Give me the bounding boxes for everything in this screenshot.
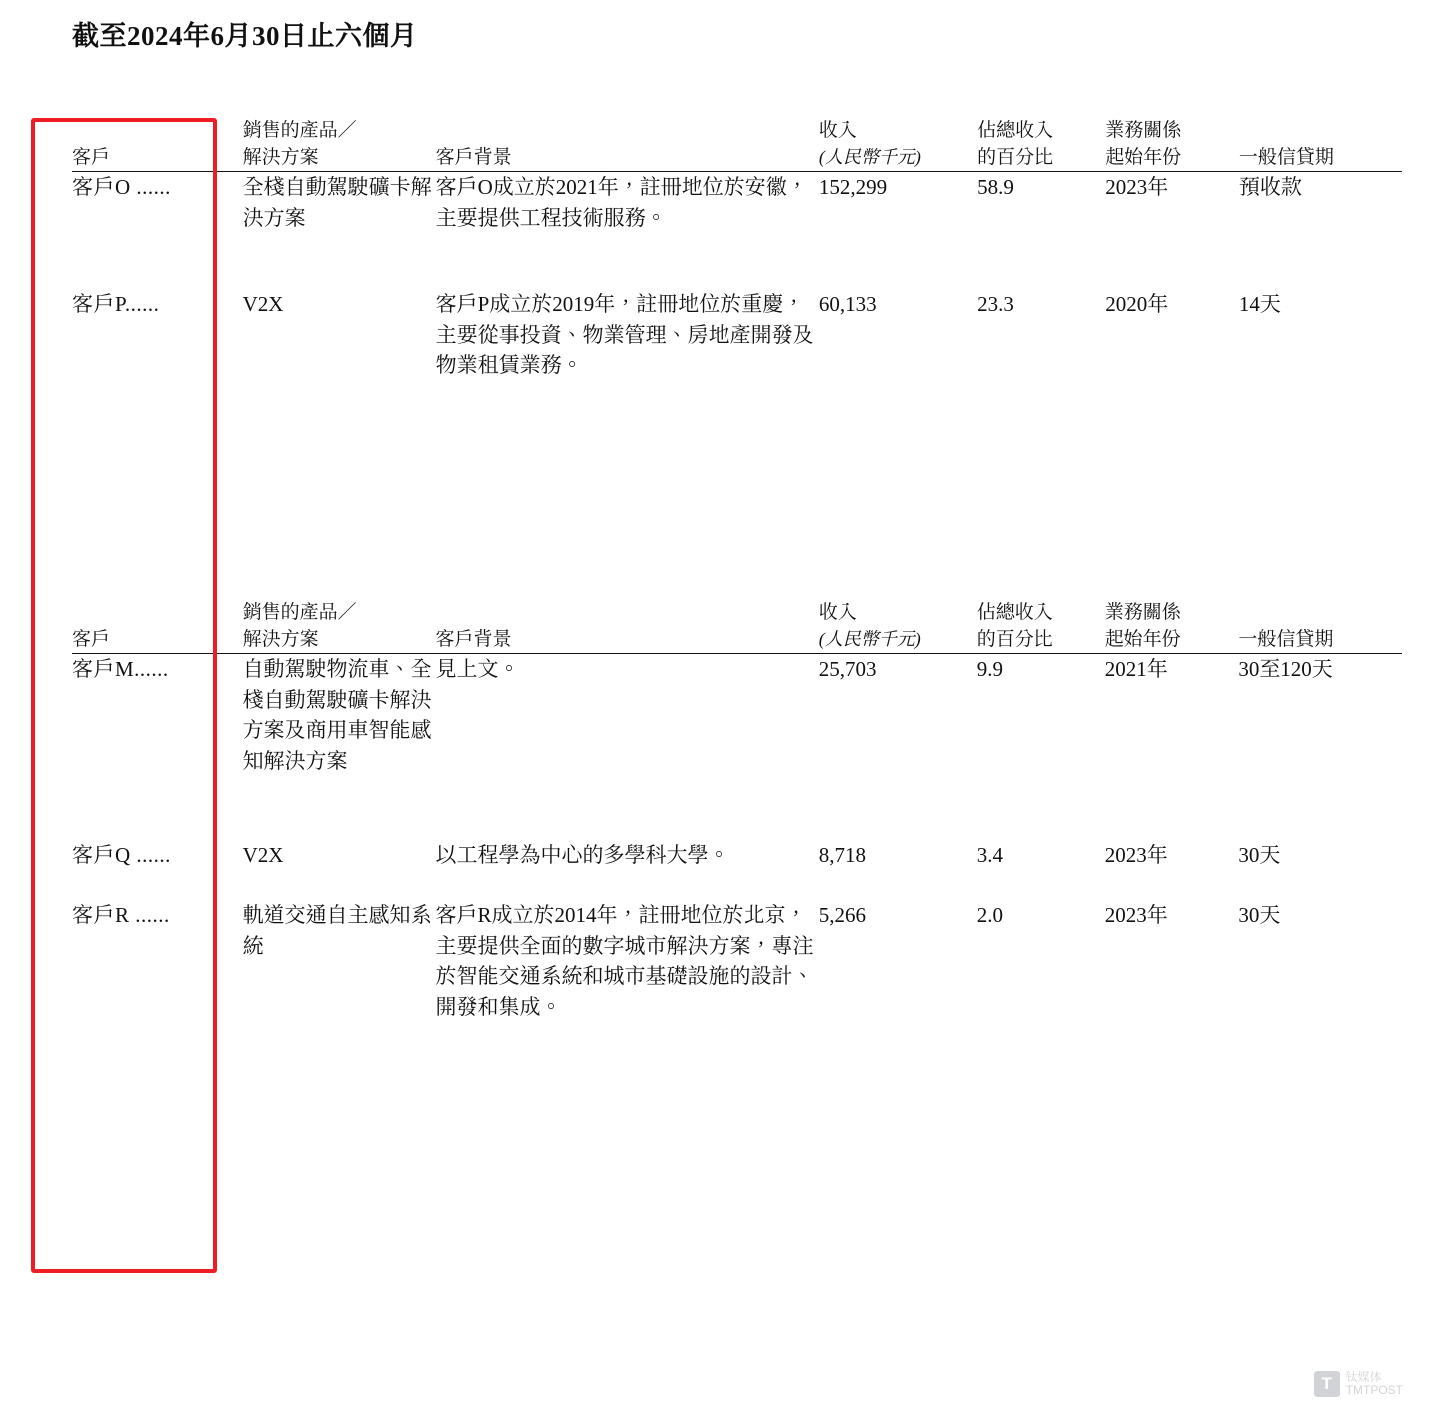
cell-credit-period: 14天 <box>1238 292 1281 317</box>
header-revenue-line1: 收入 <box>818 120 857 141</box>
row-spacer <box>72 776 1402 840</box>
cell-product: V2X <box>242 842 284 867</box>
cell-revenue: 5,266 <box>818 903 866 928</box>
header-relation-line1: 業務關係 <box>1104 602 1181 623</box>
cell-customer: 客戶R ...... <box>72 903 170 928</box>
cell-customer: 客戶O ...... <box>72 175 171 200</box>
table-header-bottom-row <box>72 145 1402 172</box>
row-spacer <box>72 870 1402 900</box>
header-credit: 一般信貸期 <box>1239 145 1402 172</box>
cell-background: 客戶R成立於2014年，註冊地位於北京，主要提供全面的數字城市解決方案，專注於智能交通系統和城市基礎設施的設計、開發和集成。 <box>435 903 814 1019</box>
header-product-line1: 銷售的產品／ <box>242 120 357 141</box>
table-header-bottom-row <box>72 627 1402 654</box>
cell-percentage: 9.9 <box>976 657 1003 682</box>
header-pct-line1: 佔總收入 <box>977 120 1054 141</box>
cell-percentage: 23.3 <box>977 292 1014 317</box>
cell-relation-year: 2023年 <box>1105 175 1169 200</box>
table-row <box>72 289 1402 380</box>
header-product-line1: 銷售的產品／ <box>242 602 357 623</box>
cell-percentage: 2.0 <box>976 903 1003 928</box>
header-credit-spacer <box>1238 600 1402 627</box>
cell-background: 客戶O成立於2021年，註冊地位於安徽，主要提供工程技術服務。 <box>435 175 808 230</box>
cell-credit-period: 預收款 <box>1238 175 1302 200</box>
header-pct-line2: 的百分比 <box>977 145 1105 172</box>
cell-product: V2X <box>242 292 284 317</box>
table-header-top-row <box>72 118 1402 145</box>
cell-product: 軌道交通自主感知系統 <box>242 903 432 958</box>
cell-revenue: 8,718 <box>818 842 866 867</box>
cell-customer: 客戶P...... <box>72 292 160 317</box>
cell-product: 自動駕駛物流車、全棧自動駕駛礦卡解決方案及商用車智能感知解決方案 <box>242 657 432 773</box>
header-background-spacer <box>436 118 819 145</box>
table-row <box>72 172 1402 233</box>
table-row <box>72 654 1402 776</box>
header-revenue-unit: (人民幣千元) <box>819 627 977 654</box>
table-row <box>72 840 1402 870</box>
cell-relation-year: 2021年 <box>1104 657 1168 682</box>
header-pct-line1: 佔總收入 <box>976 602 1053 623</box>
cell-credit-period: 30天 <box>1238 903 1281 928</box>
header-background: 客戶背景 <box>436 627 819 654</box>
header-product-line2: 解決方案 <box>243 145 436 172</box>
cell-credit-period: 30至120天 <box>1238 657 1333 682</box>
header-customer: 客戶 <box>72 627 243 654</box>
cell-revenue: 25,703 <box>818 657 877 682</box>
table-header-top-row <box>72 600 1402 627</box>
header-pct-line2: 的百分比 <box>977 627 1105 654</box>
customer-table-first-half <box>72 118 1402 380</box>
cell-credit-period: 30天 <box>1238 842 1281 867</box>
cell-relation-year: 2023年 <box>1104 842 1168 867</box>
customer-table-second-half <box>72 600 1402 1022</box>
header-relation-line2: 起始年份 <box>1105 145 1239 172</box>
watermark-label: 钛媒体 <box>1345 1369 1382 1384</box>
header-customer: 客戶 <box>72 145 243 172</box>
header-spacer <box>72 118 243 145</box>
cell-background: 客戶P成立於2019年，註冊地位於重慶，主要從事投資、物業管理、房地產開發及物業租賃業務。 <box>435 292 814 377</box>
cell-relation-year: 2020年 <box>1105 292 1169 317</box>
page-title: 截至2024年6月30日止六個月 <box>72 21 418 51</box>
cell-background: 見上文。 <box>435 657 520 682</box>
header-credit: 一般信貸期 <box>1238 627 1402 654</box>
header-relation-line2: 起始年份 <box>1105 627 1239 654</box>
table-row <box>72 900 1402 1022</box>
cell-revenue: 152,299 <box>818 175 888 200</box>
cell-customer: 客戶M...... <box>72 657 169 682</box>
watermark-sublabel: TMTPOST <box>1345 1382 1403 1397</box>
watermark-logo-icon: T <box>1314 1371 1340 1397</box>
cell-product: 全棧自動駕駛礦卡解決方案 <box>242 175 432 230</box>
header-revenue-unit: (人民幣千元) <box>819 145 977 172</box>
header-revenue-line1: 收入 <box>818 602 857 623</box>
cell-background: 以工程學為中心的多學科大學。 <box>435 842 730 867</box>
header-spacer <box>72 600 243 627</box>
cell-percentage: 3.4 <box>976 842 1003 867</box>
cell-relation-year: 2023年 <box>1104 903 1168 928</box>
header-credit-spacer <box>1239 118 1402 145</box>
cell-percentage: 58.9 <box>977 175 1014 200</box>
header-background-spacer <box>436 600 819 627</box>
header-background: 客戶背景 <box>436 145 819 172</box>
header-product-line2: 解決方案 <box>243 627 436 654</box>
header-relation-line1: 業務關係 <box>1105 120 1182 141</box>
cell-revenue: 60,133 <box>818 292 877 317</box>
watermark <box>1314 1371 1403 1397</box>
cell-customer: 客戶Q ...... <box>72 842 171 867</box>
row-spacer <box>72 233 1402 289</box>
